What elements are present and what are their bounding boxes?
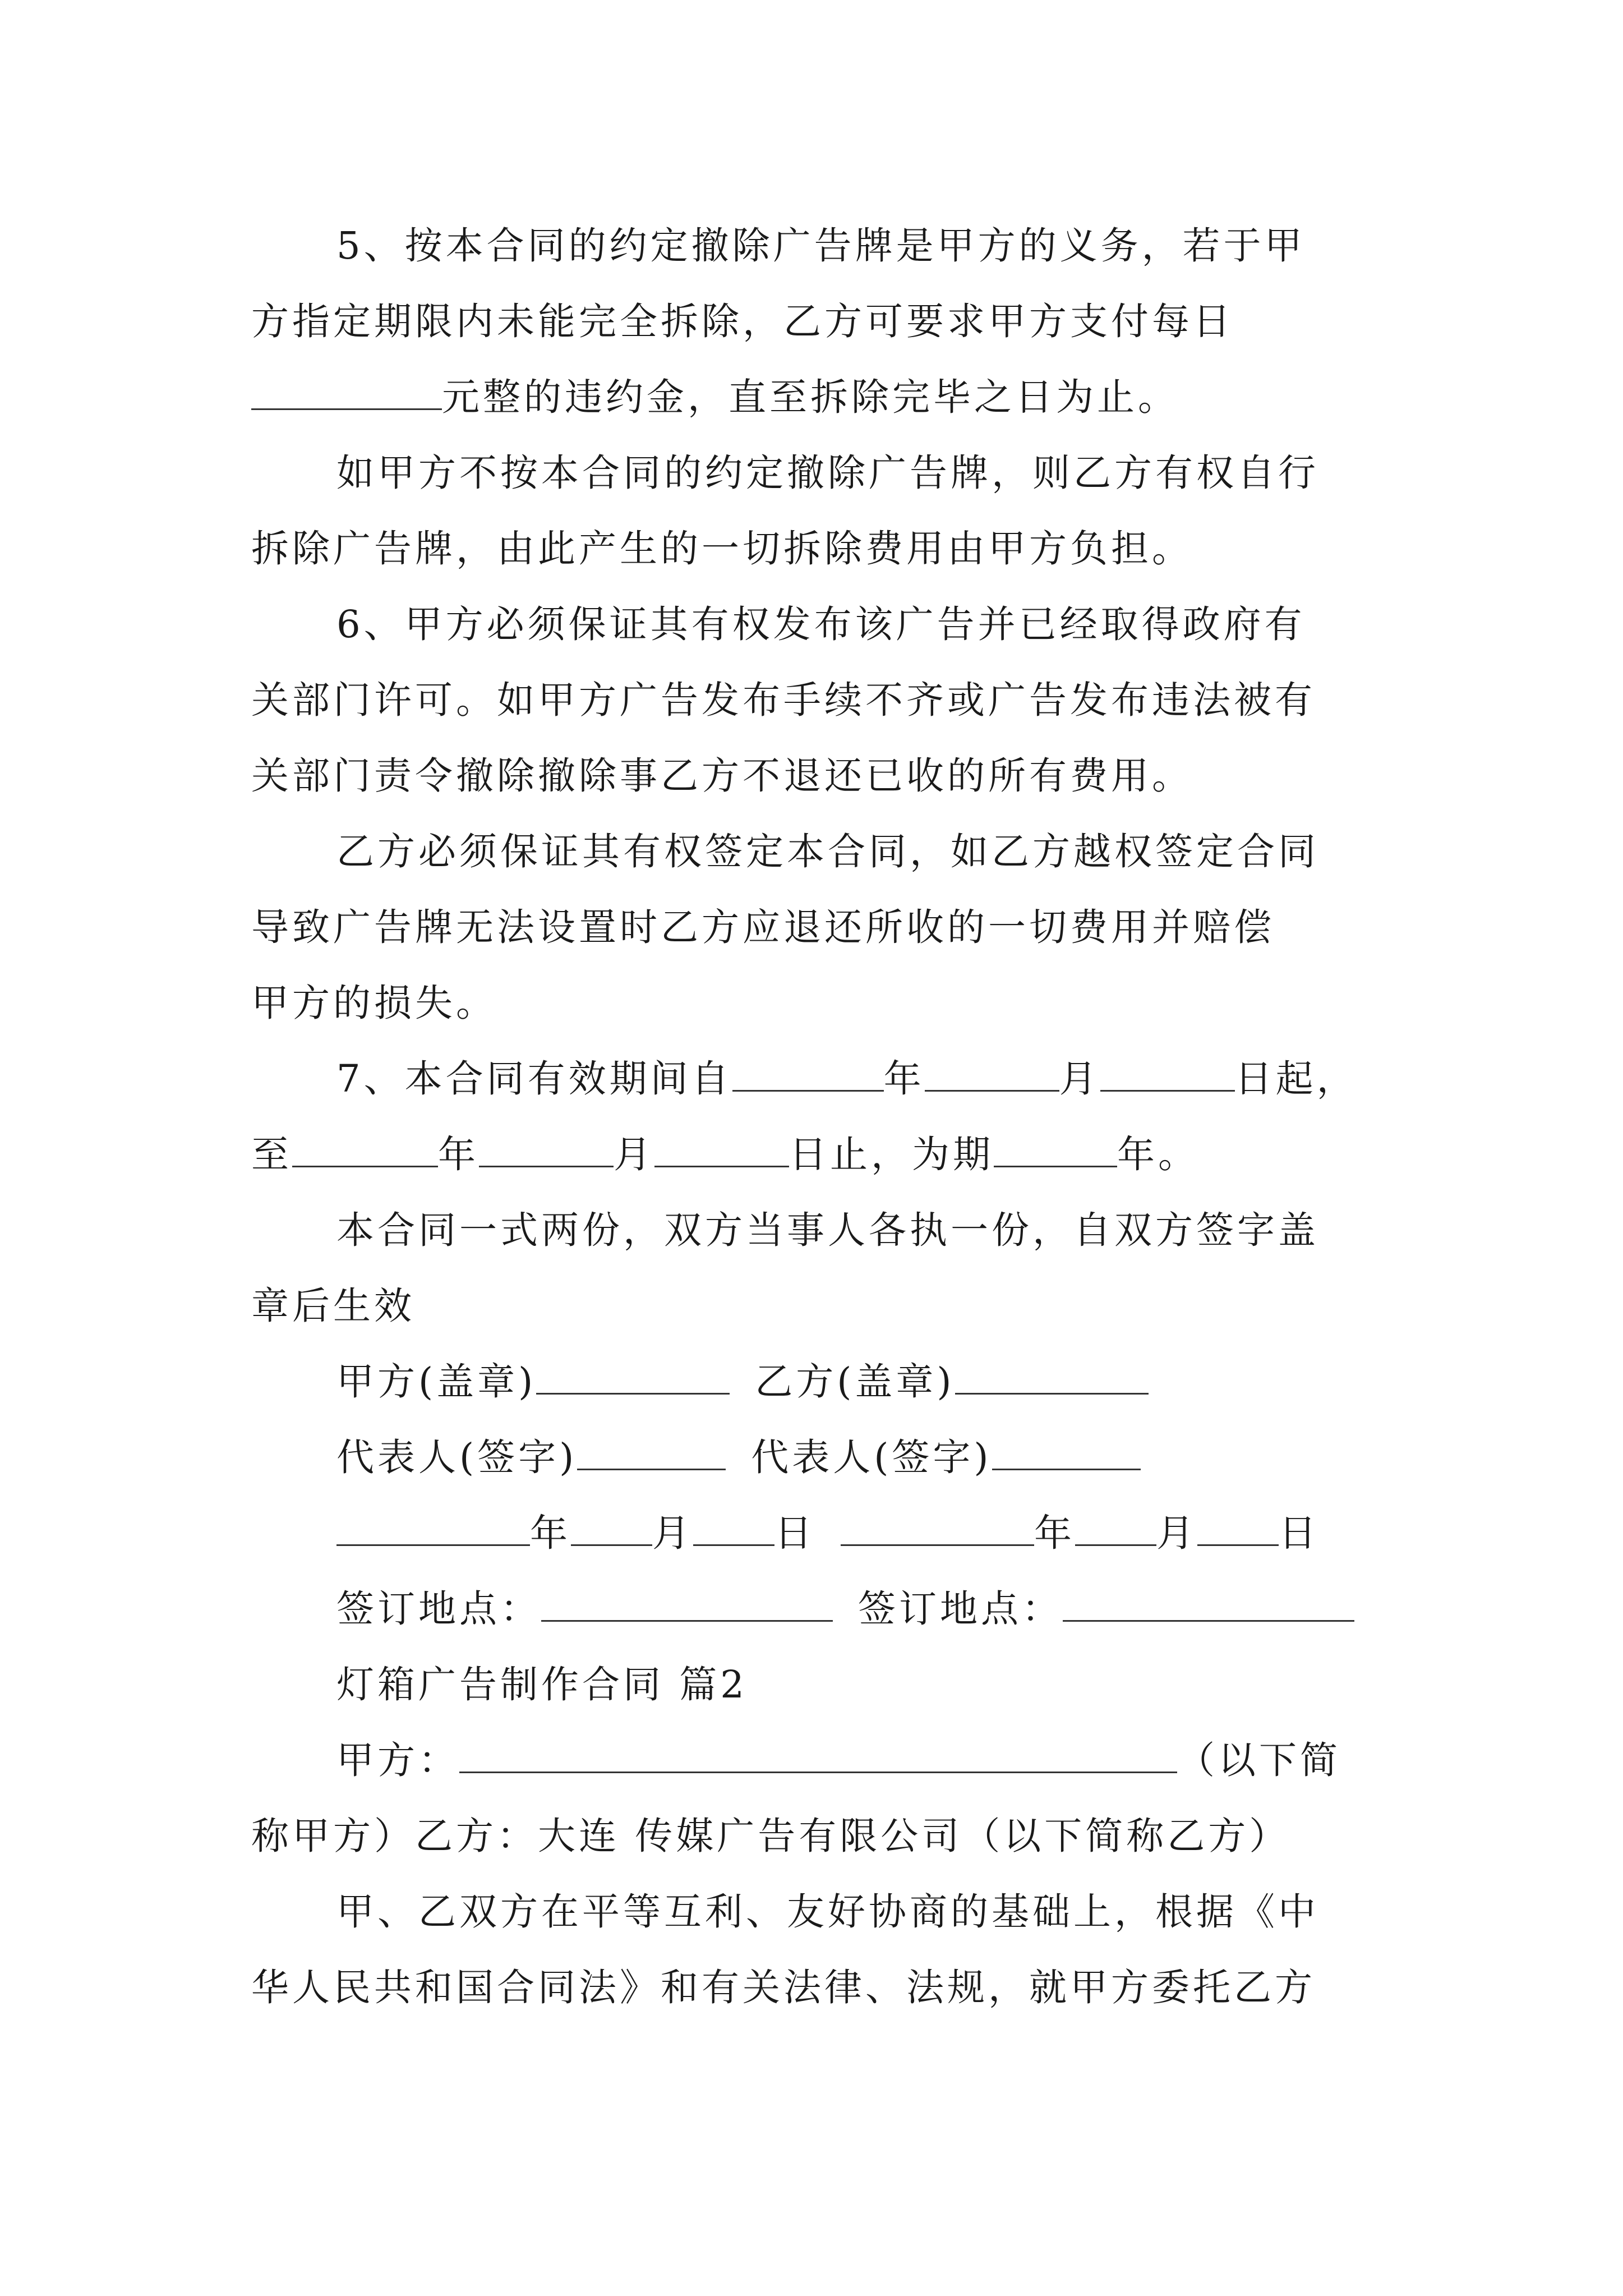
blank-field <box>577 1441 726 1470</box>
year-end-label: 年。 <box>1117 1133 1199 1176</box>
rep-b-label: 代表人(签字) <box>751 1435 992 1479</box>
clause5-line1: 5、按本合同的约定撤除广告牌是甲方的义务，若于甲 <box>336 224 1306 268</box>
blank-field <box>336 1516 530 1546</box>
clause5-line3-text: 元整的违约金，直至拆除完毕之日为止。 <box>442 375 1179 419</box>
section2-para1-line2: 华人民共和国合同法》和有关法律、法规，就甲方委托乙方 <box>251 1966 1316 2009</box>
place-line <box>336 1587 1354 1631</box>
clause5-line2: 方指定期限内未能完全拆除，乙方可要求甲方支付每日 <box>251 300 1234 343</box>
section2-party-a-line <box>336 1738 1341 1782</box>
blank-field <box>841 1516 1034 1546</box>
party-a-label: 甲方： <box>336 1738 459 1782</box>
blank-field <box>292 1138 438 1167</box>
place-a-label: 签订地点： <box>336 1587 541 1631</box>
effect-line1: 本合同一式两份，双方当事人各执一份，自双方签字盖 <box>336 1208 1319 1252</box>
clause7-to: 至 <box>251 1133 292 1176</box>
blank-field <box>1075 1516 1156 1546</box>
year-label: 年 <box>1034 1511 1075 1555</box>
blank-field <box>1100 1062 1235 1092</box>
blank-field <box>654 1138 789 1167</box>
year-label: 年 <box>438 1133 479 1176</box>
month-label: 月 <box>652 1511 693 1555</box>
section-title: 灯箱广告制作合同 篇2 <box>336 1663 748 1706</box>
blank-field <box>459 1743 1177 1773</box>
clause6-line2: 关部门许可。如甲方广告发布手续不齐或广告发布违法被有 <box>251 678 1316 722</box>
effect-line2: 章后生效 <box>251 1284 415 1328</box>
year-label: 年 <box>530 1511 571 1555</box>
blank-field <box>571 1516 652 1546</box>
blank-field <box>1197 1516 1279 1546</box>
blank-field <box>1063 1592 1354 1622</box>
blank-field <box>479 1138 614 1167</box>
blank-field <box>251 380 442 410</box>
seal-line <box>336 1360 1149 1404</box>
month-label: 月 <box>614 1133 654 1176</box>
blank-field <box>693 1516 774 1546</box>
place-b-label: 签订地点： <box>858 1587 1063 1631</box>
party-b-seal-label: 乙方(盖章) <box>755 1360 955 1404</box>
clause7-intro: 7、本合同有效期间自 <box>336 1057 732 1101</box>
blank-field <box>955 1365 1149 1395</box>
party-a-suffix: （以下简 <box>1177 1738 1341 1782</box>
clause6-line3: 关部门责令撤除撤除事乙方不退还已收的所有费用。 <box>251 754 1193 798</box>
month-label: 月 <box>1156 1511 1197 1555</box>
clause6-line1: 6、甲方必须保证其有权发布该广告并已经取得政府有 <box>336 602 1306 646</box>
clause5b-line1: 如甲方不按本合同的约定撤除广告牌，则乙方有权自行 <box>336 451 1319 495</box>
clause6b-line1: 乙方必须保证其有权签定本合同，如乙方越权签定合同 <box>336 830 1319 873</box>
date-line <box>336 1511 1320 1555</box>
clause6b-line2: 导致广告牌无法设置时乙方应退还所收的一切费用并赔偿 <box>251 905 1275 949</box>
rep-a-label: 代表人(签字) <box>336 1435 578 1479</box>
month-label: 月 <box>1059 1057 1100 1101</box>
section2-line2: 称甲方）乙方：大连 传媒广告有限公司（以下简称乙方） <box>251 1814 1290 1858</box>
blank-field <box>541 1592 833 1622</box>
year-label: 年 <box>883 1057 925 1101</box>
clause5-line3 <box>251 375 1179 419</box>
day-to-label: 日止，为期 <box>789 1133 994 1176</box>
blank-field <box>732 1062 884 1092</box>
clause7-line2 <box>251 1133 1199 1176</box>
day-label: 日 <box>774 1511 815 1555</box>
party-a-seal-label: 甲方(盖章) <box>336 1360 537 1404</box>
day-from-label: 日起， <box>1234 1057 1358 1101</box>
section2-para1-line1: 甲、乙双方在平等互利、友好协商的基础上，根据《中 <box>336 1890 1319 1934</box>
blank-field <box>994 1138 1117 1167</box>
blank-field <box>992 1441 1141 1470</box>
blank-field <box>536 1365 730 1395</box>
clause5b-line2: 拆除广告牌，由此产生的一切拆除费用由甲方负担。 <box>251 527 1193 570</box>
day-label: 日 <box>1279 1511 1320 1555</box>
rep-line <box>336 1435 1141 1479</box>
clause7-line1 <box>336 1057 1358 1101</box>
blank-field <box>925 1062 1059 1092</box>
clause6b-line3: 甲方的损失。 <box>251 981 497 1025</box>
